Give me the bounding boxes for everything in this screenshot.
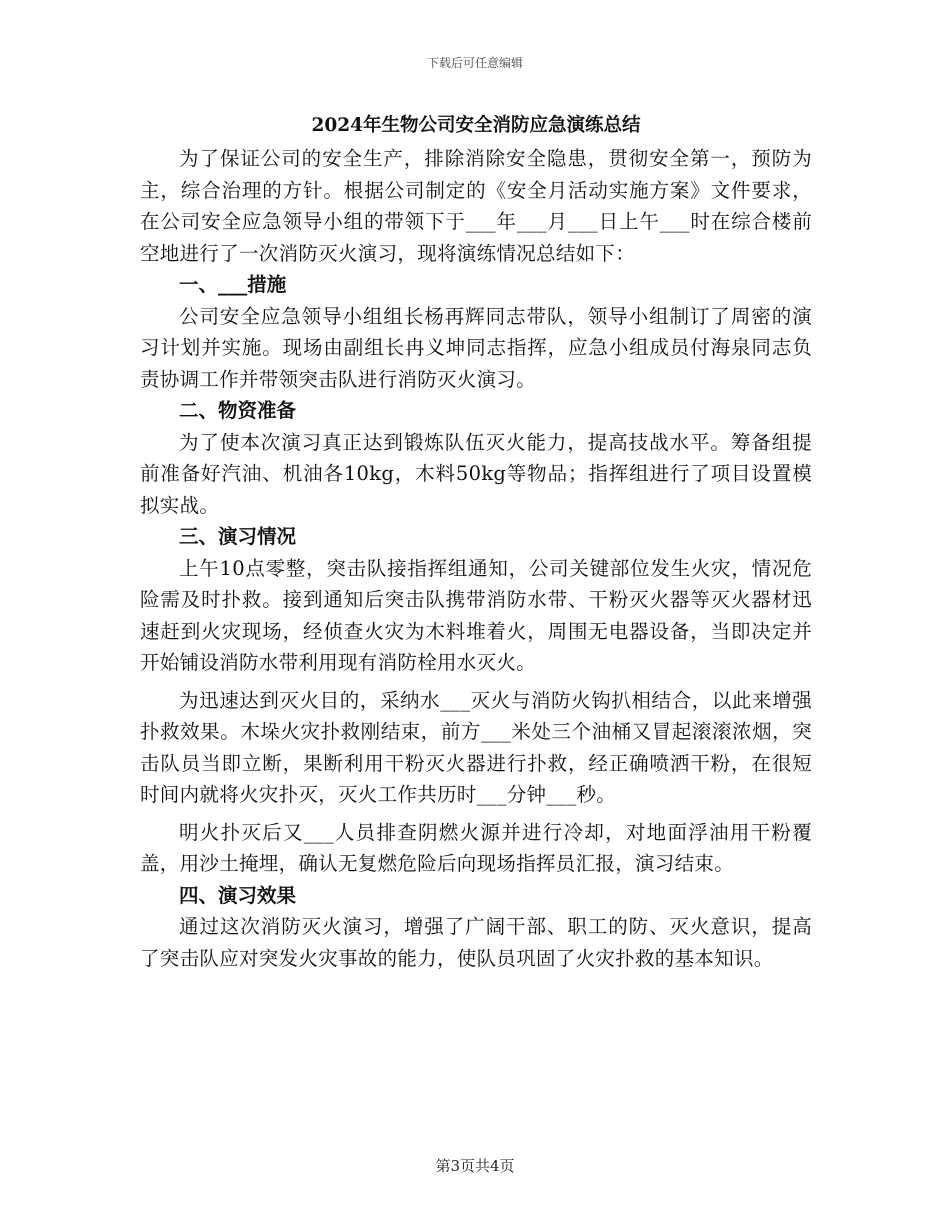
document-body [140,112,812,974]
section-heading-materials: 二、物资准备 [179,399,297,422]
section-heading-drill-situation: 三、演习情况 [179,525,297,548]
section-paragraph: 为了使本次演习真正达到锻炼队伍灭火能力，提高技战水平。筹备组提前准备好汽油、机油各10kg，木料50kg等物品；指挥组进行了项目设置模拟实战。 [140,430,812,517]
page-header: 下载后可任意编辑 [426,56,523,70]
intro-paragraph: 为了保证公司的安全生产，排除消除安全隐患，贯彻安全第一，预防为主，综合治理的方针。根据公司制定的《安全月活动实施方案》文件要求，在公司安全应急领导小组的带领下于___年___月___日上午___时在综合楼前空地进行了一次消防灭火演习，现将演练情况总结如下： [140,147,812,265]
section-paragraph: 通过这次消防灭火演习，增强了广阔干部、职工的防、灭火意识，提高了突击队应对突发火灾事故的能力，使队员巩固了火灾扑救的基本知识。 [140,915,812,970]
page-footer: 第3页共4页 [435,1157,515,1175]
section-paragraph: 公司安全应急领导小组组长杨再辉同志带队，领导小组制订了周密的演习计划并实施。现场由副组长冉义坤同志指挥，应急小组成员付海泉同志负责协调工作并带领突击队进行消防灭火演习。 [140,304,812,391]
section-paragraph: 为迅速达到灭火目的，采纳水___灭火与消防火钩扒相结合，以此来增强扑救效果。木垛火灾扑救刚结束，前方___米处三个油桶又冒起滚滚浓烟，突击队员当即立断，果断利用干粉灭火器进行扑救，经正确喷洒干粉，在很短时间内就将火灾扑灭，灭火工作共历时___分钟___秒。 [140,688,812,806]
section-heading-drill-effect: 四、演习效果 [179,883,297,907]
section-paragraph: 明火扑灭后又___人员排查阴燃火源并进行冷却，对地面浮油用干粉覆盖，用沙土掩埋，确认无复燃危险后向现场指挥员汇报，演习结束。 [140,820,812,875]
section-paragraph: 上午10点零整，突击队接指挥组通知，公司关键部位发生火灾，情况危险需及时扑救。接到通知后突击队携带消防水带、干粉灭火器等灭火器材迅速赶到火灾现场，经侦查火灾为木料堆着火，周围无电器设备，当即决定并开始铺设消防水带利用现有消防栓用水灭火。 [140,556,812,674]
document-title: 2024年生物公司安全消防应急演练总结 [311,115,641,136]
section-heading-measures: 一、___措施 [179,273,287,296]
